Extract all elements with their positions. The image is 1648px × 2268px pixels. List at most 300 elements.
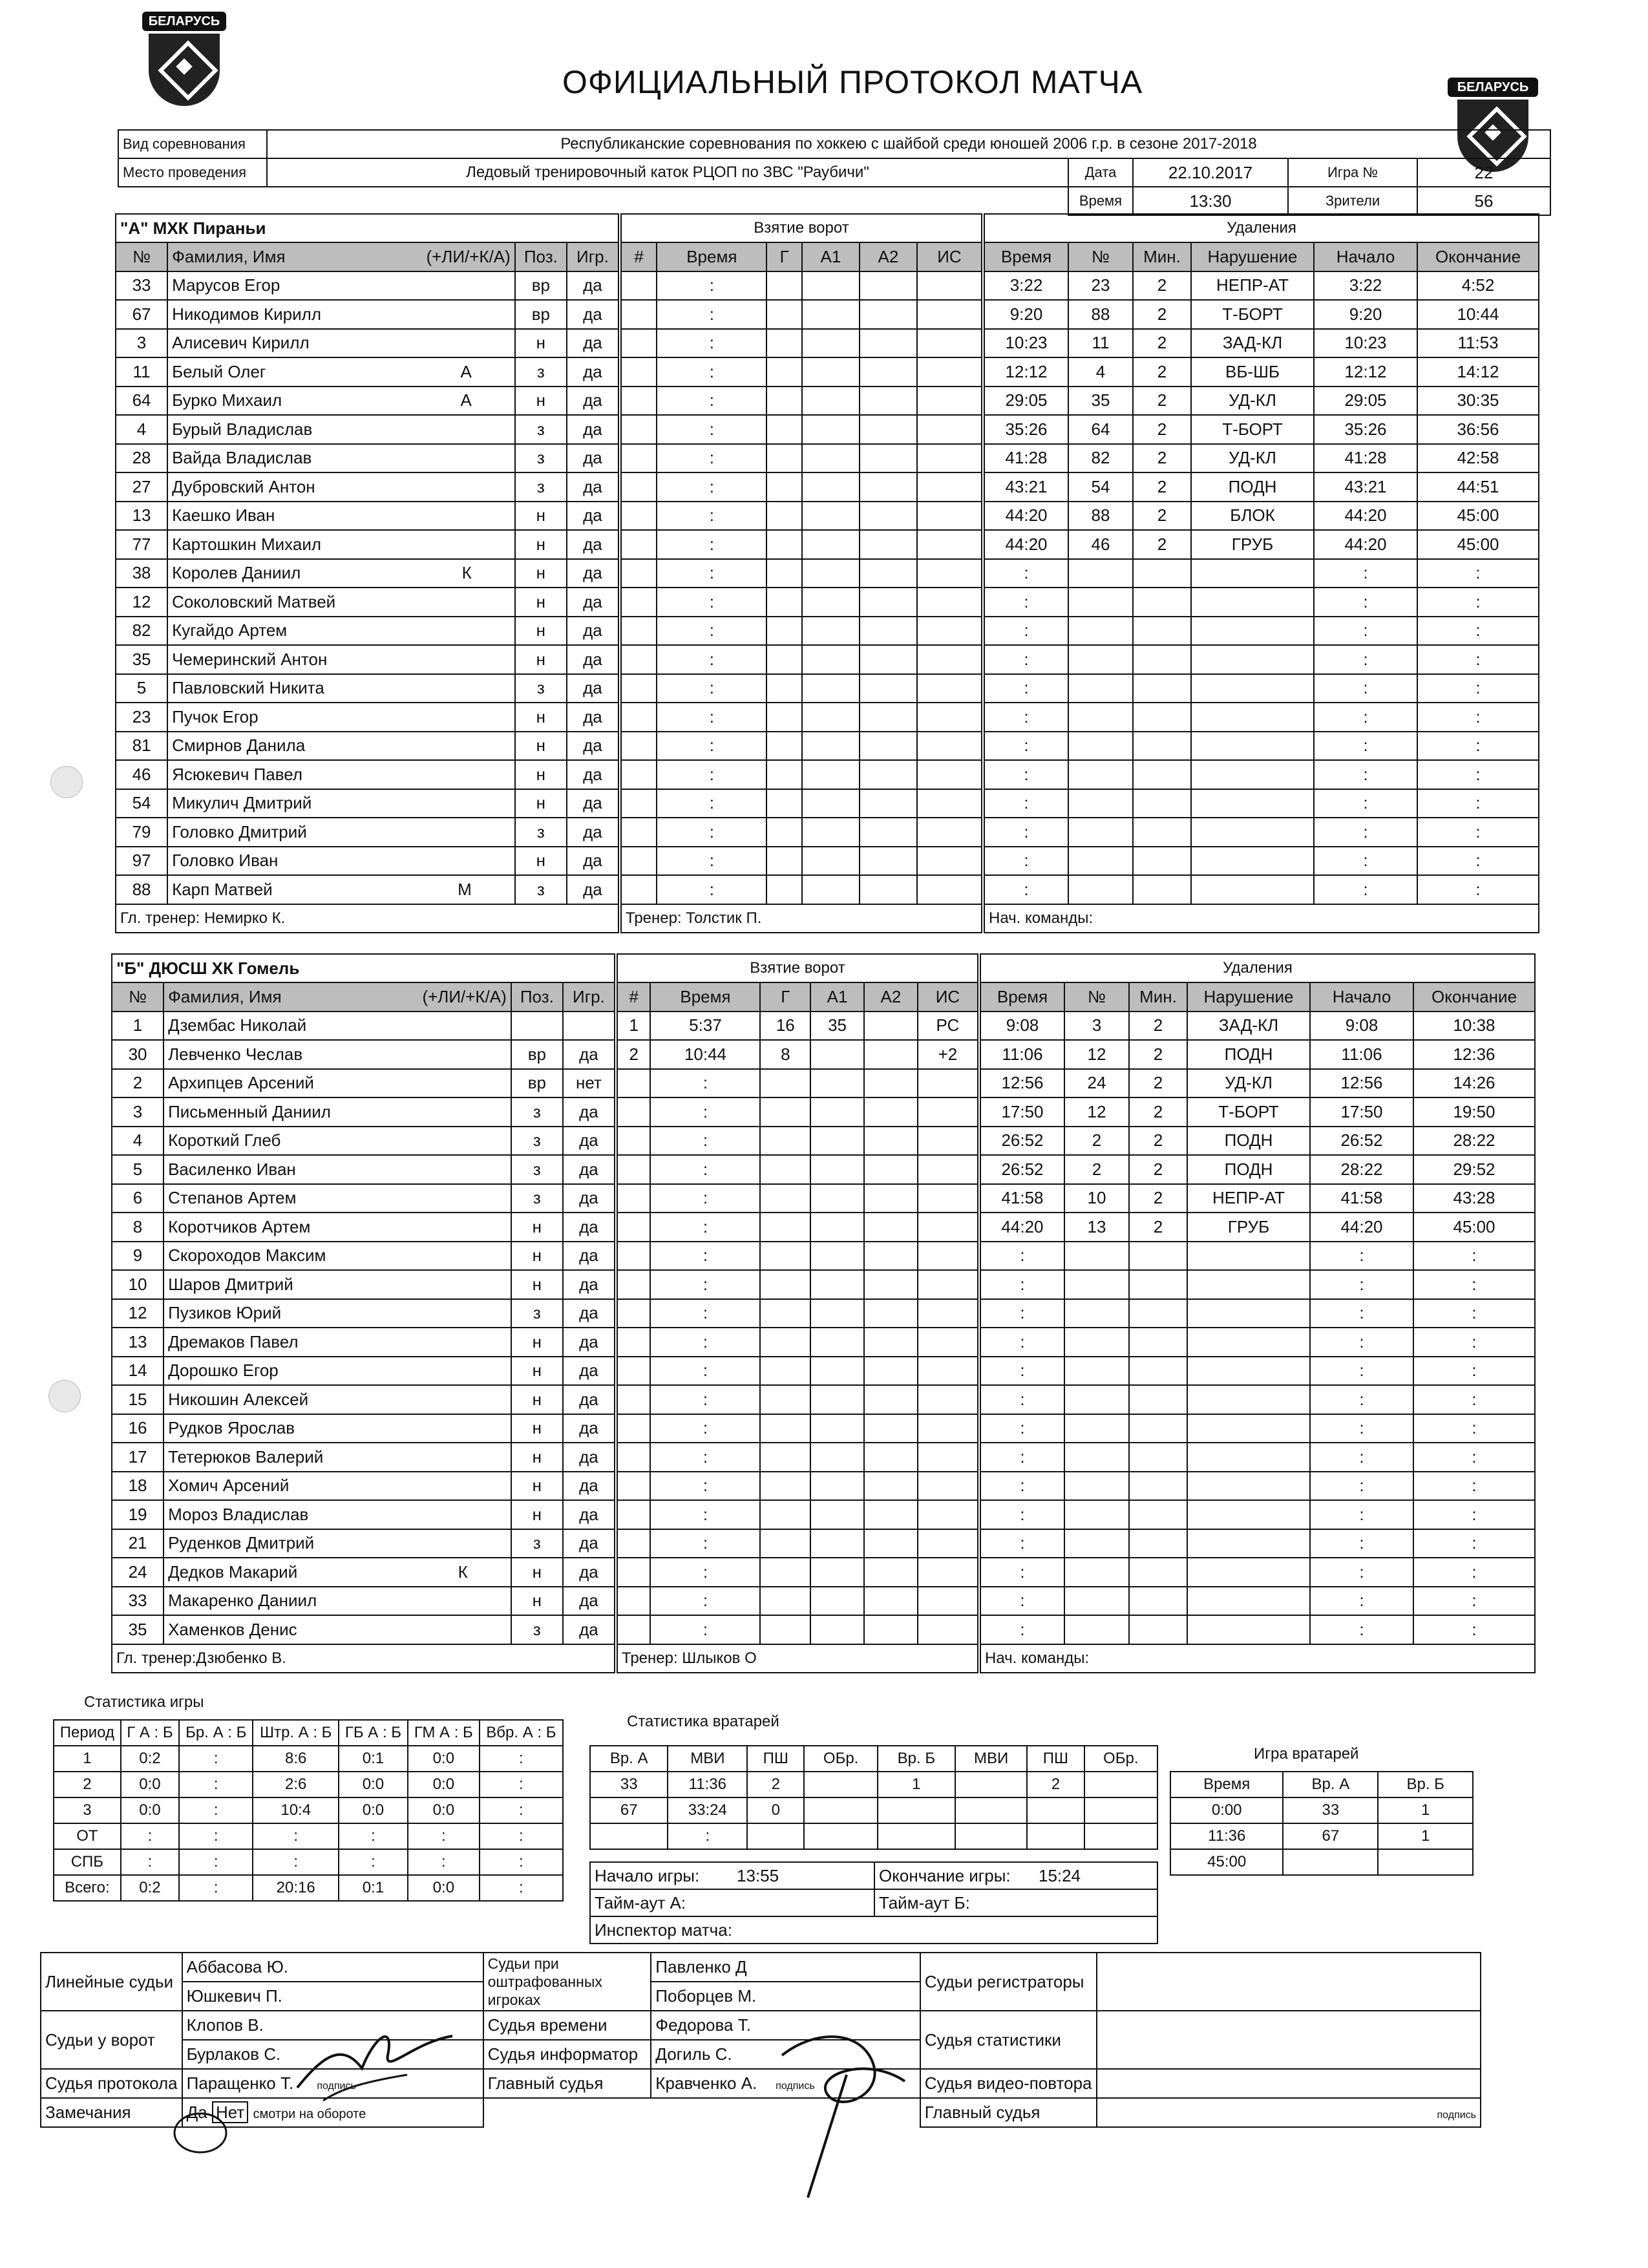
player-number: 15 <box>112 1385 164 1414</box>
player-played: да <box>563 1587 615 1616</box>
player-number: 1 <box>112 1012 164 1041</box>
player-name: Каешко Иван <box>172 505 275 525</box>
player-row <box>116 387 618 416</box>
penalty-row <box>984 444 1539 473</box>
player-played: да <box>567 357 618 387</box>
game-stats-cell: 0:0 <box>121 1797 179 1823</box>
roster-table <box>115 213 619 933</box>
team-chief: Нач. команды: <box>980 1644 1535 1673</box>
player-name: Дедков Макарий <box>168 1562 298 1582</box>
col-pen-start: Начало <box>1314 242 1417 271</box>
game-stats-cell: : <box>121 1823 179 1849</box>
penalty-time: 35:26 <box>984 415 1068 444</box>
penalty-inf: УД-КЛ <box>1191 444 1314 473</box>
player-played: да <box>567 472 618 502</box>
player-name: Головко Дмитрий <box>172 821 307 842</box>
player-played: да <box>567 300 618 329</box>
penalty-end: 36:56 <box>1417 415 1539 444</box>
player-role: К <box>458 1562 468 1582</box>
timeout-b: Тайм-аут Б: <box>874 1889 1157 1916</box>
player-played: да <box>563 1040 615 1069</box>
penalty-min: 2 <box>1129 1184 1187 1213</box>
player-position: н <box>515 502 567 531</box>
player-row <box>112 1443 615 1472</box>
penalty-start: 41:28 <box>1314 444 1417 473</box>
penalty-start: 9:08 <box>1310 1012 1413 1041</box>
game-stats-cell: 3 <box>54 1797 121 1823</box>
penalty-no: 88 <box>1068 300 1133 329</box>
goal-row: : <box>621 588 982 617</box>
goal-row: : <box>617 1357 978 1386</box>
penalty-box-label: Судьи при оштрафованных игроках <box>483 1953 651 2011</box>
penalty-min: 2 <box>1133 300 1191 329</box>
penalty-row: : : : <box>984 703 1539 732</box>
penalty-row: : : : <box>980 1558 1535 1587</box>
col-goal-a1: А1 <box>802 242 860 271</box>
game-stats-cell: 1 <box>54 1746 121 1772</box>
player-position: з <box>515 875 567 904</box>
penalty-min: 2 <box>1133 271 1191 301</box>
player-number: 4 <box>116 415 167 444</box>
goal-g: 8 <box>760 1040 810 1069</box>
goalie-game-cell: 33 <box>1283 1797 1378 1823</box>
player-position: з <box>511 1184 563 1213</box>
goal-row: : <box>617 1299 978 1328</box>
player-row <box>116 732 618 761</box>
goal-a2 <box>864 1012 918 1041</box>
player-row <box>112 1069 615 1098</box>
player-played: да <box>563 1414 615 1443</box>
penalty-min: 2 <box>1129 1069 1187 1098</box>
goalie-stats-header: ПШ <box>747 1746 804 1772</box>
player-played: да <box>567 645 618 674</box>
spectators-value: 56 <box>1417 187 1550 215</box>
penalty-row <box>980 1213 1535 1242</box>
penalty-time: 44:20 <box>984 530 1068 559</box>
game-stats-header: Вбр. А : Б <box>480 1720 563 1746</box>
video-label: Судья видео-повтора <box>920 2069 1097 2098</box>
col-pen-end: Окончание <box>1417 242 1539 271</box>
game-stats-cell: : <box>480 1746 563 1772</box>
penalty-end: 43:28 <box>1413 1184 1535 1213</box>
linesmen-label: Линейные судьи <box>41 1953 182 2011</box>
game-stats-header: Период <box>54 1720 121 1746</box>
col-name: Фамилия, Имя <box>168 986 282 1006</box>
penalty-start: 12:56 <box>1310 1069 1413 1098</box>
goal-no: 1 <box>617 1012 650 1041</box>
player-number: 4 <box>112 1127 164 1156</box>
goal-no: 2 <box>617 1040 650 1069</box>
goalie-game-cell: 67 <box>1283 1823 1378 1849</box>
player-role: А <box>460 361 472 381</box>
col-plus: (+ЛИ/+К/А) <box>426 246 511 266</box>
player-position: н <box>511 1385 563 1414</box>
goalie-game-cell: 0:00 <box>1170 1797 1283 1823</box>
game-stats-cell: 2 <box>54 1772 121 1797</box>
player-played: да <box>563 1385 615 1414</box>
player-position: н <box>511 1443 563 1472</box>
player-number: 6 <box>112 1184 164 1213</box>
player-row <box>116 415 618 444</box>
goalie-stats-row <box>590 1823 1157 1849</box>
penalty-start: 29:05 <box>1314 387 1417 416</box>
penalty-time: 9:20 <box>984 300 1068 329</box>
player-played <box>563 1012 615 1041</box>
referee-signature-icon <box>763 2017 931 2210</box>
player-number: 9 <box>112 1242 164 1271</box>
player-name: Левченко Чеслав <box>168 1044 303 1064</box>
player-row <box>112 1615 615 1644</box>
player-name: Павловский Никита <box>172 678 324 698</box>
player-position: н <box>511 1270 563 1299</box>
game-stats-header: ГМ А : Б <box>408 1720 480 1746</box>
player-name: Хомич Арсений <box>168 1476 290 1496</box>
player-name: Алисевич Кирилл <box>172 333 310 353</box>
announcer-label: Судья информатор <box>483 2040 651 2069</box>
player-name: Королев Даниил <box>172 563 301 583</box>
player-name: Пучок Егор <box>172 706 259 726</box>
penalty-row: : : : <box>984 875 1539 904</box>
col-goal-is: ИС <box>917 242 982 271</box>
col-pen-no: № <box>1064 982 1129 1012</box>
penalty-min: 2 <box>1133 444 1191 473</box>
player-name: Головко Иван <box>172 851 279 871</box>
game-stats-cell: : <box>179 1797 253 1823</box>
game-stats-cell: : <box>339 1849 408 1875</box>
penalty-time: 44:20 <box>984 502 1068 531</box>
penalty-time: 9:08 <box>980 1012 1064 1041</box>
goals-table <box>620 213 982 933</box>
penalty-start: 44:20 <box>1310 1213 1413 1242</box>
goal-row: : <box>621 271 982 301</box>
player-role: М <box>458 879 472 899</box>
goalie-stats-cell <box>804 1772 877 1797</box>
penalty-inf: УД-КЛ <box>1191 387 1314 416</box>
penalty-inf: ПОДН <box>1187 1155 1310 1184</box>
team-name: "Б" ДЮСШ ХК Гомель <box>112 954 615 982</box>
penalty-start: 43:21 <box>1314 472 1417 502</box>
game-stats-cell: : <box>480 1823 563 1849</box>
penalty-row: : : : <box>980 1357 1535 1386</box>
goalie-game-header: Вр. А <box>1283 1772 1378 1797</box>
penalty-row <box>984 502 1539 531</box>
player-row <box>116 760 618 789</box>
player-row <box>116 271 618 301</box>
penalty-min: 2 <box>1133 415 1191 444</box>
player-name: Дремаков Павел <box>168 1331 299 1351</box>
penalty-min: 2 <box>1133 530 1191 559</box>
goalie-stats-header: МВИ <box>668 1746 747 1772</box>
player-name: Вайда Владислав <box>172 448 312 468</box>
goal-row: : <box>621 530 982 559</box>
player-row <box>112 1472 615 1501</box>
goal-row: : <box>621 502 982 531</box>
penalty-row <box>984 530 1539 559</box>
col-played: Игр. <box>567 242 618 271</box>
player-number: 27 <box>116 472 167 502</box>
player-played: да <box>567 271 618 301</box>
player-played: да <box>563 1328 615 1357</box>
player-played: да <box>563 1558 615 1587</box>
logo-text: БЕЛАРУСЬ <box>1448 78 1538 97</box>
player-played: да <box>563 1299 615 1328</box>
goalie-stats-cell <box>878 1797 955 1823</box>
player-number: 14 <box>112 1357 164 1386</box>
match-header-table <box>118 129 1551 216</box>
goal-a2 <box>864 1040 918 1069</box>
penalty-row <box>984 472 1539 502</box>
player-name: Картошкин Михаил <box>172 534 322 554</box>
player-number: 77 <box>116 530 167 559</box>
player-number: 35 <box>116 645 167 674</box>
penalty-min: 2 <box>1133 329 1191 358</box>
penalty-inf: НЕПР-АТ <box>1187 1184 1310 1213</box>
game-stats-cell: : <box>480 1875 563 1901</box>
game-stats-header: Г А : Б <box>121 1720 179 1746</box>
player-position: з <box>511 1127 563 1156</box>
goal-row: : <box>617 1127 978 1156</box>
penalty-row <box>980 1012 1535 1041</box>
remarks-circle-icon <box>162 2104 252 2162</box>
scorer-value: Паращенко Т. <box>186 2073 294 2093</box>
player-number: 64 <box>116 387 167 416</box>
player-played: да <box>567 674 618 703</box>
coach: Тренер: Шлыков О <box>617 1644 978 1673</box>
player-name: Архипцев Арсений <box>168 1073 314 1093</box>
player-name: Степанов Артем <box>168 1188 297 1208</box>
player-name: Соколовский Матвей <box>172 591 336 611</box>
team-name: "А" МХК Пираньи <box>116 214 618 242</box>
player-played: да <box>563 1500 615 1529</box>
player-number: 28 <box>116 444 167 473</box>
penalty-inf: Т-БОРТ <box>1191 300 1314 329</box>
penalty-time: 17:50 <box>980 1097 1064 1127</box>
game-stats-row <box>54 1746 563 1772</box>
penalty-start: 44:20 <box>1314 530 1417 559</box>
player-position: з <box>511 1155 563 1184</box>
player-number: 11 <box>116 357 167 387</box>
col-plus: (+ЛИ/+К/А) <box>422 986 507 1006</box>
punch-hole-icon <box>50 766 83 798</box>
player-name: Рудков Ярослав <box>168 1418 295 1438</box>
goalie-game-header: Время <box>1170 1772 1283 1797</box>
penalty-min: 2 <box>1133 502 1191 531</box>
penalty-no: 12 <box>1064 1040 1129 1069</box>
penalty-end: 42:58 <box>1417 444 1539 473</box>
player-position: н <box>511 1242 563 1271</box>
player-number: 38 <box>116 559 167 588</box>
penalty-start: 11:06 <box>1310 1040 1413 1069</box>
date-value: 22.10.2017 <box>1133 158 1288 187</box>
game-stats-cell: : <box>408 1849 480 1875</box>
game-stats-header: ГБ А : Б <box>339 1720 408 1746</box>
player-played: да <box>567 444 618 473</box>
player-position: н <box>511 1587 563 1616</box>
goal-time: 10:44 <box>650 1040 760 1069</box>
penalty-box-2: Поборцев М. <box>651 1982 920 2011</box>
goalie-stats-cell <box>955 1797 1027 1823</box>
penalty-min: 2 <box>1133 357 1191 387</box>
game-stats-cell: 0:0 <box>408 1772 480 1797</box>
goalie-stats-row <box>590 1772 1157 1797</box>
goalie-game-cell: 45:00 <box>1170 1849 1283 1875</box>
game-stats-cell: 0:2 <box>121 1875 179 1901</box>
game-stats-cell: : <box>480 1797 563 1823</box>
player-name: Смирнов Данила <box>172 736 306 756</box>
game-stats-row <box>54 1772 563 1797</box>
game-start-value: 13:55 <box>737 1865 779 1885</box>
player-number: 97 <box>116 847 167 876</box>
competition-label: Вид соревнования <box>118 130 267 158</box>
player-row <box>112 1500 615 1529</box>
penalty-no: 10 <box>1064 1184 1129 1213</box>
goalie-stats-cell: 11:36 <box>668 1772 747 1797</box>
player-number: 30 <box>112 1040 164 1069</box>
goalie-stats-cell <box>878 1823 955 1849</box>
penalty-start: 28:22 <box>1310 1155 1413 1184</box>
goal-row: : <box>617 1443 978 1472</box>
col-pen-no: № <box>1068 242 1133 271</box>
penalty-end: 19:50 <box>1413 1097 1535 1127</box>
goalie-stats-title: Статистика вратарей <box>627 1713 779 1730</box>
goalie-stats-cell: 2 <box>747 1772 804 1797</box>
goal-row: : <box>621 818 982 847</box>
penalty-row: : : : <box>984 760 1539 789</box>
penalty-min: 2 <box>1129 1127 1187 1156</box>
penalty-inf: УД-КЛ <box>1187 1069 1310 1098</box>
penalty-row <box>984 329 1539 358</box>
goalie-stats-header: МВИ <box>955 1746 1027 1772</box>
goal-row: : <box>621 674 982 703</box>
player-name: Ясюкевич Павел <box>172 764 303 784</box>
goalie-stats-cell <box>590 1823 668 1849</box>
player-position: н <box>511 1357 563 1386</box>
col-pen-time: Время <box>980 982 1064 1012</box>
player-row <box>116 617 618 646</box>
player-played: да <box>567 329 618 358</box>
player-position: з <box>515 818 567 847</box>
game-stats-cell: 2:6 <box>253 1772 339 1797</box>
game-stats-header: Бр. А : Б <box>179 1720 253 1746</box>
goal-row: : <box>617 1500 978 1529</box>
player-name: Белый Олег <box>172 361 266 381</box>
col-no: № <box>112 982 164 1012</box>
game-stats-cell: 0:1 <box>339 1875 408 1901</box>
head-coach: Гл. тренер:Дзюбенко В. <box>112 1644 615 1673</box>
penalty-start: 35:26 <box>1314 415 1417 444</box>
announcer-value: Догиль С. <box>651 2040 920 2069</box>
game-stats-cell: 0:1 <box>339 1746 408 1772</box>
player-name: Письменный Даниил <box>168 1101 331 1121</box>
player-row <box>112 1184 615 1213</box>
scorer-signature-icon <box>284 2017 465 2107</box>
goalie-game-row <box>1170 1849 1473 1875</box>
penalty-start: 17:50 <box>1310 1097 1413 1127</box>
goal-row: : <box>617 1385 978 1414</box>
goal-row: : <box>621 645 982 674</box>
player-played: да <box>563 1472 615 1501</box>
team-chief: Нач. команды: <box>984 904 1539 933</box>
goalie-game-row <box>1170 1797 1473 1823</box>
player-row <box>116 357 618 387</box>
goal-time: 5:37 <box>650 1012 760 1041</box>
penalty-min: 2 <box>1129 1097 1187 1127</box>
penalties-table <box>984 213 1539 933</box>
logo-emblem-icon <box>149 34 220 106</box>
player-row <box>112 1040 615 1069</box>
player-row <box>112 1529 615 1558</box>
game-stats-cell: : <box>339 1823 408 1849</box>
player-role: А <box>460 390 472 410</box>
player-played: да <box>563 1357 615 1386</box>
punch-hole-icon <box>48 1380 81 1412</box>
venue-label: Место проведения <box>118 158 267 187</box>
goal-judges-label: Судьи у ворот <box>41 2011 182 2069</box>
referee-sign-label: подпись <box>776 2081 815 2092</box>
player-number: 13 <box>112 1328 164 1357</box>
player-row <box>112 1012 615 1041</box>
game-stats-cell: : <box>179 1746 253 1772</box>
roster-table <box>111 953 615 1673</box>
goalie-stats-cell <box>1084 1823 1157 1849</box>
penalty-no: 64 <box>1068 415 1133 444</box>
penalty-inf: НЕПР-АТ <box>1191 271 1314 301</box>
player-played: да <box>563 1127 615 1156</box>
player-played: да <box>567 559 618 588</box>
penalty-no: 82 <box>1068 444 1133 473</box>
penalty-min: 2 <box>1129 1012 1187 1041</box>
goal-row: : <box>617 1615 978 1644</box>
goal-row: : <box>617 1529 978 1558</box>
goalie-game-cell: 1 <box>1378 1823 1473 1849</box>
goal-row: : <box>617 1328 978 1357</box>
goalie-game-row <box>1170 1823 1473 1849</box>
player-number: 33 <box>112 1587 164 1616</box>
penalty-inf: Т-БОРТ <box>1187 1097 1310 1127</box>
penalty-end: 4:52 <box>1417 271 1539 301</box>
goalie-stats-cell <box>1084 1772 1157 1797</box>
time-label: Время <box>1068 187 1133 215</box>
player-row <box>112 1299 615 1328</box>
registrars-value <box>1097 1953 1481 2011</box>
col-pen-start: Начало <box>1310 982 1413 1012</box>
player-number: 54 <box>116 789 167 818</box>
player-position: н <box>515 703 567 732</box>
penalty-row: : : : <box>980 1385 1535 1414</box>
player-played: да <box>563 1270 615 1299</box>
penalty-end: 45:00 <box>1413 1213 1535 1242</box>
player-number: 10 <box>112 1270 164 1299</box>
goal-row: : <box>617 1242 978 1271</box>
goals-title: Взятие ворот <box>621 214 982 242</box>
player-row <box>116 818 618 847</box>
goal-row <box>617 1012 978 1041</box>
goalie-stats-cell: 67 <box>590 1797 668 1823</box>
goal-row: : <box>621 617 982 646</box>
goalie-game-table <box>1170 1771 1474 1876</box>
player-position: н <box>515 789 567 818</box>
penalty-row: : : : <box>984 789 1539 818</box>
col-pen-min: Мин. <box>1133 242 1191 271</box>
statistics-label: Судья статистики <box>920 2011 1097 2069</box>
game-stats-cell: : <box>179 1875 253 1901</box>
col-pen-time: Время <box>984 242 1068 271</box>
team-b-section <box>111 953 1552 1729</box>
game-stats-cell: : <box>179 1849 253 1875</box>
game-stats-cell: 0:0 <box>339 1772 408 1797</box>
player-row <box>116 789 618 818</box>
penalty-row: : : : <box>980 1443 1535 1472</box>
